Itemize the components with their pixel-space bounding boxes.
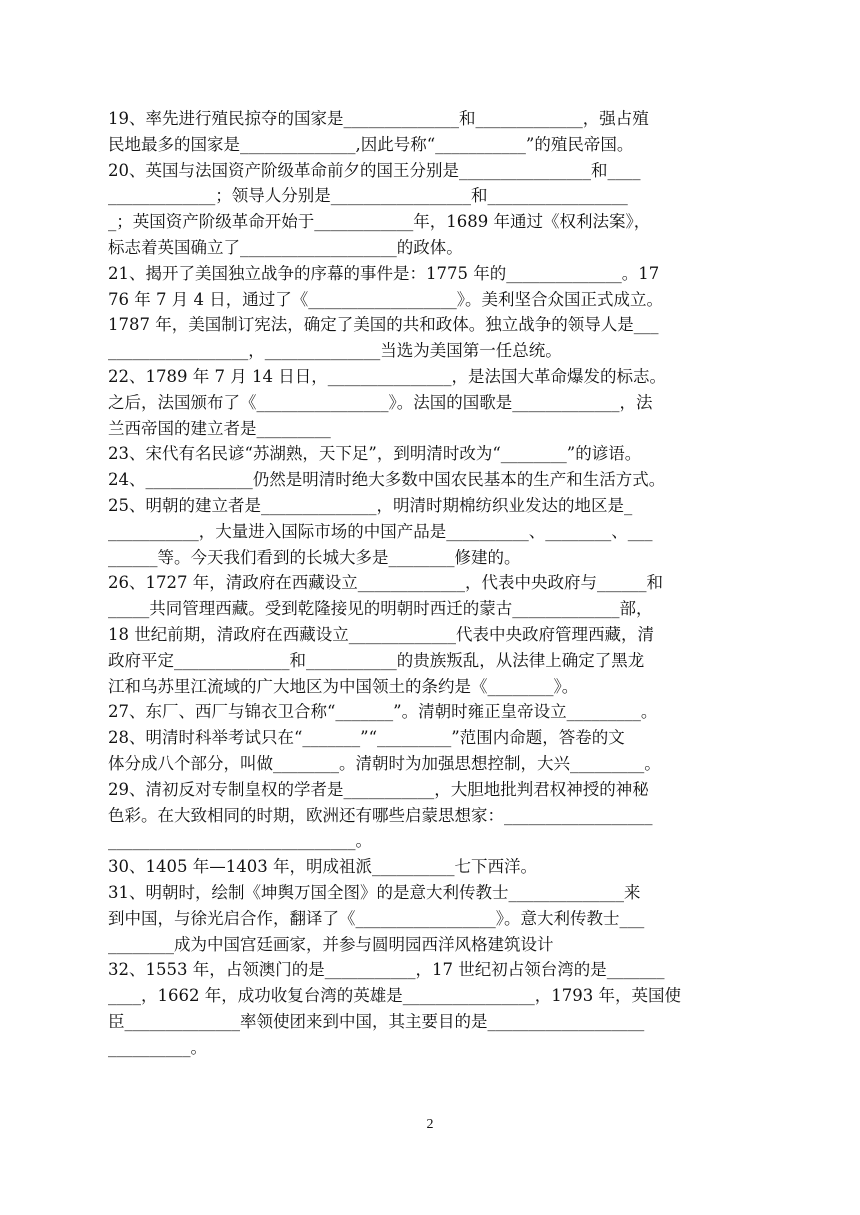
text-line: ____，1662 年，成功收复台湾的英雄是________________，1793 年，英国使: [108, 986, 681, 1006]
text-line: _________________，______________当选为美国第一任总统。: [108, 341, 562, 361]
text-line: 25、明朝的建立者是______________，明清时期棉纺织业发达的地区是_: [108, 495, 633, 515]
text-line: 21、揭开了美国独立战争的序幕的事件是：1775 年的______________。17: [108, 263, 660, 283]
text-line: 江和乌苏里江流域的广大地区为中国领土的条约是《________》。: [108, 676, 579, 696]
text-line: 标志着英国确立了___________________的政体。: [108, 237, 463, 257]
text-line: 18 世纪前期，清政府在西藏设立_____________代表中央政府管理西藏，清: [108, 624, 654, 644]
text-line: 色彩。在大致相同的时期，欧洲还有哪些启蒙思想家：__________________: [108, 805, 653, 825]
text-line: _____________；领导人分别是_________________和_________________: [108, 186, 628, 206]
document-body: [108, 106, 756, 1060]
text-line: __________。: [108, 1037, 207, 1057]
text-line: 到中国，与徐光启合作，翻译了《_________________》。意大利传教士___: [108, 908, 645, 928]
text-line: 30、1405 年—1403 年，明成祖派__________七下西洋。: [108, 857, 537, 877]
text-line: _；英国资产阶级革命开始于____________年，1689 年通过《权利法案》，: [108, 212, 651, 232]
text-line: 1787 年，美国制订宪法，确定了美国的共和政体。独立战争的领导人是___: [108, 315, 659, 335]
text-line: 政府平定______________和___________的贵族叛乱，从法律上确定了黑龙: [108, 650, 645, 670]
text-line: 兰西帝国的建立者是_________: [108, 418, 331, 438]
text-line: 22、1789 年 7 月 14 日日，_______________，是法国大革命爆发的标志。: [108, 366, 666, 386]
text-line: 27、东厂、西厂与锦衣卫合称“_______”。清朝时雍正皇帝设立_________。: [108, 702, 658, 722]
text-line: 20、英国与法国资产阶级革命前夕的国王分别是________________和____: [108, 160, 641, 180]
text-line: ______等。今天我们看到的长城大多是________修建的。: [108, 547, 521, 567]
text-line: 26、1727 年，清政府在西藏设立_____________，代表中央政府与______和: [108, 573, 663, 593]
text-line: 32、1553 年，占领澳门的是___________，17 世纪初占领台湾的是_______: [108, 960, 665, 980]
text-line: 24、_____________仍然是明清时绝大多数中国农民基本的生产和生活方式。: [108, 470, 666, 490]
text-line: ________成为中国宫廷画家，并参与圆明园西洋风格建筑设计: [108, 934, 554, 954]
text-line: 臣______________率领使团来到中国，其主要目的是___________________: [108, 1011, 645, 1031]
text-line: 23、宋代有名民谚“苏湖熟，天下足”，到明清时改为“________”的谚语。: [108, 444, 642, 464]
text-line: ___________，大量进入国际市场的中国产品是__________、________、___: [108, 521, 653, 541]
text-line: _____共同管理西藏。受到乾隆接见的明朝时西迁的蒙古_____________部，: [108, 599, 653, 619]
text-line: 31、明朝时，绘制《坤舆万国全图》的是意大利传教士______________来: [108, 882, 641, 902]
text-line: 76 年 7 月 4 日，通过了《__________________》。美利坚合众国正式成立。: [108, 289, 663, 309]
text-line: 之后，法国颁布了《________________》。法国的国歌是_____________，法: [108, 392, 653, 412]
text-line: 29、清初反对专制皇权的学者是___________，大胆地批判君权神授的神秘: [108, 779, 649, 799]
text-line: 28、明清时科举考试只在“_______”“_________”范围内命题，答卷的文: [108, 728, 625, 748]
text-line: 19、率先进行殖民掠夺的国家是______________和_____________，强占殖: [108, 109, 649, 128]
text-line: ______________________________。: [108, 831, 372, 851]
page-number: 2: [426, 1117, 434, 1132]
text-line: 民地最多的国家是______________,因此号称“___________”的殖民帝国。: [108, 134, 634, 154]
text-line: 体分成八个部分，叫做________。清朝时为加强思想控制，大兴_________。: [108, 753, 661, 773]
